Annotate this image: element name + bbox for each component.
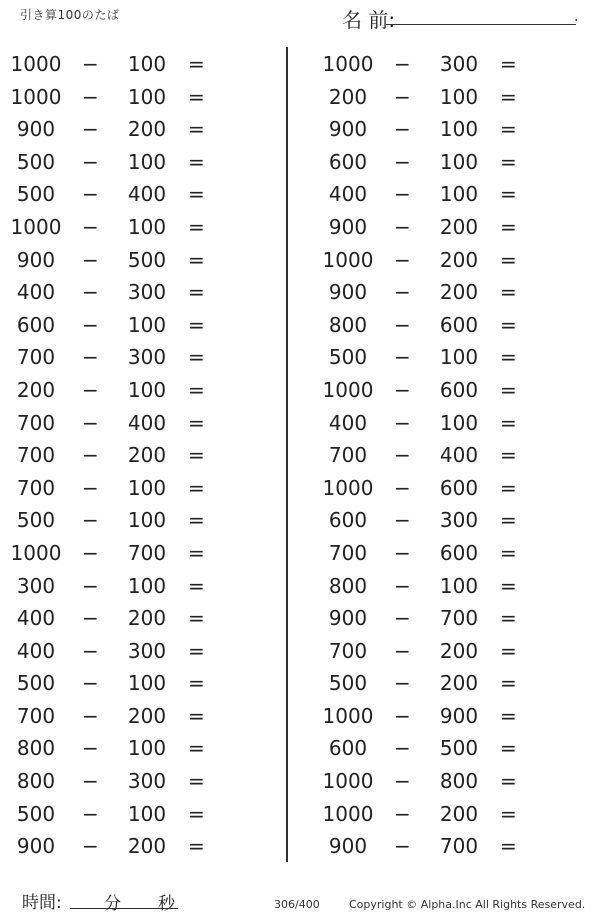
minus-sign: − [82,508,99,533]
equals-sign: = [188,345,205,370]
minuend: 1000 [10,52,62,76]
minus-sign: − [82,377,99,402]
equals-sign: = [188,84,205,109]
minuend: 1000 [10,214,62,239]
subtrahend: 200 [127,606,167,631]
subtrahend: 400 [439,443,479,468]
equals-sign: = [500,312,517,337]
subtrahend: 200 [439,214,479,239]
minuend: 900 [328,214,368,239]
equals-sign: = [500,638,517,663]
subtrahend: 600 [439,475,479,500]
subtrahend: 100 [127,149,167,174]
subtrahend: 300 [127,638,167,663]
equals-sign: = [188,573,205,598]
minuend: 600 [16,312,56,337]
subtrahend: 200 [439,638,479,663]
subtrahend: 200 [439,247,479,272]
equals-sign: = [500,736,517,761]
subtrahend: 200 [127,703,167,728]
minus-sign: − [394,84,411,109]
equals-sign: = [500,52,517,76]
equals-sign: = [188,443,205,468]
subtrahend: 100 [127,736,167,761]
minus-sign: − [394,280,411,305]
minuend: 200 [16,377,56,402]
minus-sign: − [82,703,99,728]
minuend: 1000 [322,769,374,794]
subtrahend: 100 [127,508,167,533]
minus-sign: − [394,214,411,239]
minus-sign: − [82,834,99,859]
equals-sign: = [188,410,205,435]
minuend: 900 [328,280,368,305]
minus-sign: − [82,345,99,370]
minuend: 700 [16,345,56,370]
subtrahend: 100 [127,377,167,402]
equals-sign: = [188,182,205,207]
minus-sign: − [82,638,99,663]
equals-sign: = [500,247,517,272]
minus-sign: − [394,182,411,207]
equals-sign: = [500,671,517,696]
minuend: 600 [328,149,368,174]
minus-sign: − [82,182,99,207]
minus-sign: − [394,443,411,468]
subtrahend: 500 [127,247,167,272]
equals-sign: = [188,540,205,565]
equals-sign: = [188,834,205,859]
minuend: 500 [16,149,56,174]
minus-sign: − [82,247,99,272]
equals-sign: = [500,834,517,859]
minus-sign: − [394,638,411,663]
copyright-notice: Copyright © Alpha.Inc All Rights Reserved. [349,898,586,911]
subtrahend: 300 [439,52,479,76]
minuend: 500 [16,182,56,207]
minuend: 700 [328,638,368,663]
equals-sign: = [500,84,517,109]
minuend: 1000 [10,540,62,565]
subtrahend: 100 [439,345,479,370]
equals-sign: = [188,736,205,761]
minuend: 700 [16,443,56,468]
subtrahend: 100 [439,84,479,109]
equals-sign: = [500,540,517,565]
subtrahend: 500 [439,736,479,761]
minus-sign: − [394,703,411,728]
equals-sign: = [500,117,517,142]
minuend: 700 [328,540,368,565]
minus-sign: − [394,769,411,794]
minuend: 600 [328,736,368,761]
subtrahend: 600 [439,540,479,565]
minuend: 800 [16,769,56,794]
column-divider [286,47,288,862]
minuend: 700 [16,410,56,435]
minus-sign: − [394,377,411,402]
minus-sign: − [394,540,411,565]
minus-sign: − [394,312,411,337]
minus-sign: − [394,52,411,76]
minus-sign: − [394,671,411,696]
equals-sign: = [188,214,205,239]
subtrahend: 300 [127,345,167,370]
subtrahend: 100 [439,182,479,207]
equals-sign: = [500,377,517,402]
worksheet-title: 引き算100のたば [20,8,120,22]
minuend: 400 [328,182,368,207]
time-label: 時間: [22,893,62,913]
subtrahend: 100 [439,573,479,598]
equals-sign: = [188,508,205,533]
minus-sign: − [82,540,99,565]
minus-sign: − [82,280,99,305]
equals-sign: = [500,801,517,826]
subtrahend: 700 [439,606,479,631]
minuend: 800 [328,312,368,337]
equals-sign: = [500,280,517,305]
subtrahend: 200 [439,671,479,696]
minuend: 300 [16,573,56,598]
minuend: 900 [328,834,368,859]
equals-sign: = [188,703,205,728]
equals-sign: = [188,475,205,500]
minus-sign: − [82,312,99,337]
minuend: 1000 [322,703,374,728]
minuend: 500 [328,671,368,696]
minus-sign: − [82,52,99,76]
subtrahend: 300 [439,508,479,533]
minuend: 900 [328,117,368,142]
subtrahend: 400 [127,410,167,435]
equals-sign: = [500,475,517,500]
equals-sign: = [500,345,517,370]
subtrahend: 100 [439,410,479,435]
minus-sign: − [82,443,99,468]
minuend: 500 [16,801,56,826]
minuend: 1000 [322,801,374,826]
equals-sign: = [188,247,205,272]
equals-sign: = [500,508,517,533]
subtrahend: 200 [127,834,167,859]
minus-sign: − [82,573,99,598]
equals-sign: = [188,149,205,174]
minuend: 900 [328,606,368,631]
equals-sign: = [188,377,205,402]
equals-sign: = [500,149,517,174]
page-number: 306/400 [274,898,320,911]
minuend: 900 [16,117,56,142]
subtrahend: 100 [127,671,167,696]
minus-sign: − [82,475,99,500]
minus-sign: − [82,149,99,174]
subtrahend: 200 [439,801,479,826]
minus-sign: − [82,410,99,435]
minuend: 500 [16,671,56,696]
minuend: 400 [16,606,56,631]
subtrahend: 200 [127,117,167,142]
subtrahend: 100 [127,84,167,109]
subtrahend: 700 [439,834,479,859]
equals-sign: = [500,573,517,598]
equals-sign: = [500,410,517,435]
subtrahend: 100 [127,573,167,598]
minuend: 1000 [322,247,374,272]
minus-sign: − [82,214,99,239]
subtrahend: 300 [127,769,167,794]
name-label: 名 前: [342,8,396,32]
subtrahend: 900 [439,703,479,728]
minutes-label: 分 [104,894,121,914]
equals-sign: = [500,214,517,239]
minus-sign: − [394,117,411,142]
minus-sign: − [394,801,411,826]
minuend: 900 [16,834,56,859]
subtrahend: 600 [439,377,479,402]
minuend: 700 [16,703,56,728]
equals-sign: = [500,703,517,728]
minuend: 700 [16,475,56,500]
minus-sign: − [394,410,411,435]
minuend: 500 [16,508,56,533]
equals-sign: = [188,671,205,696]
subtrahend: 700 [127,540,167,565]
minus-sign: − [394,834,411,859]
subtrahend: 100 [127,52,167,76]
minuend: 1000 [322,52,374,76]
equals-sign: = [188,312,205,337]
equals-sign: = [500,443,517,468]
minus-sign: − [82,117,99,142]
subtrahend: 200 [127,443,167,468]
subtrahend: 100 [439,117,479,142]
minus-sign: − [394,508,411,533]
minus-sign: − [394,475,411,500]
subtrahend: 100 [127,312,167,337]
minuend: 1000 [10,84,62,109]
minus-sign: − [394,736,411,761]
subtrahend: 100 [127,475,167,500]
minuend: 200 [328,84,368,109]
equals-sign: = [188,606,205,631]
subtrahend: 800 [439,769,479,794]
subtrahend: 100 [127,801,167,826]
subtrahend: 400 [127,182,167,207]
minus-sign: − [394,606,411,631]
minuend: 800 [16,736,56,761]
minuend: 1000 [322,377,374,402]
minus-sign: − [394,345,411,370]
seconds-label: 秒 [158,894,175,914]
minuend: 1000 [322,475,374,500]
minuend: 400 [16,280,56,305]
name-blank-line[interactable] [386,24,576,25]
minus-sign: − [394,247,411,272]
minus-sign: − [394,573,411,598]
minuend: 500 [328,345,368,370]
minuend: 600 [328,508,368,533]
equals-sign: = [188,117,205,142]
minuend: 400 [16,638,56,663]
equals-sign: = [500,182,517,207]
minuend: 400 [328,410,368,435]
minuend: 700 [328,443,368,468]
name-line-end-dot: . [574,9,579,25]
minus-sign: − [394,149,411,174]
equals-sign: = [188,638,205,663]
equals-sign: = [188,280,205,305]
subtrahend: 100 [127,214,167,239]
minus-sign: − [82,606,99,631]
equals-sign: = [188,769,205,794]
equals-sign: = [188,52,205,76]
subtrahend: 100 [439,149,479,174]
minuend: 900 [16,247,56,272]
subtrahend: 200 [439,280,479,305]
equals-sign: = [500,769,517,794]
minus-sign: − [82,671,99,696]
subtrahend: 300 [127,280,167,305]
subtrahend: 600 [439,312,479,337]
equals-sign: = [188,801,205,826]
minus-sign: − [82,769,99,794]
equals-sign: = [500,606,517,631]
minus-sign: − [82,84,99,109]
minus-sign: − [82,801,99,826]
minus-sign: − [82,736,99,761]
minuend: 800 [328,573,368,598]
